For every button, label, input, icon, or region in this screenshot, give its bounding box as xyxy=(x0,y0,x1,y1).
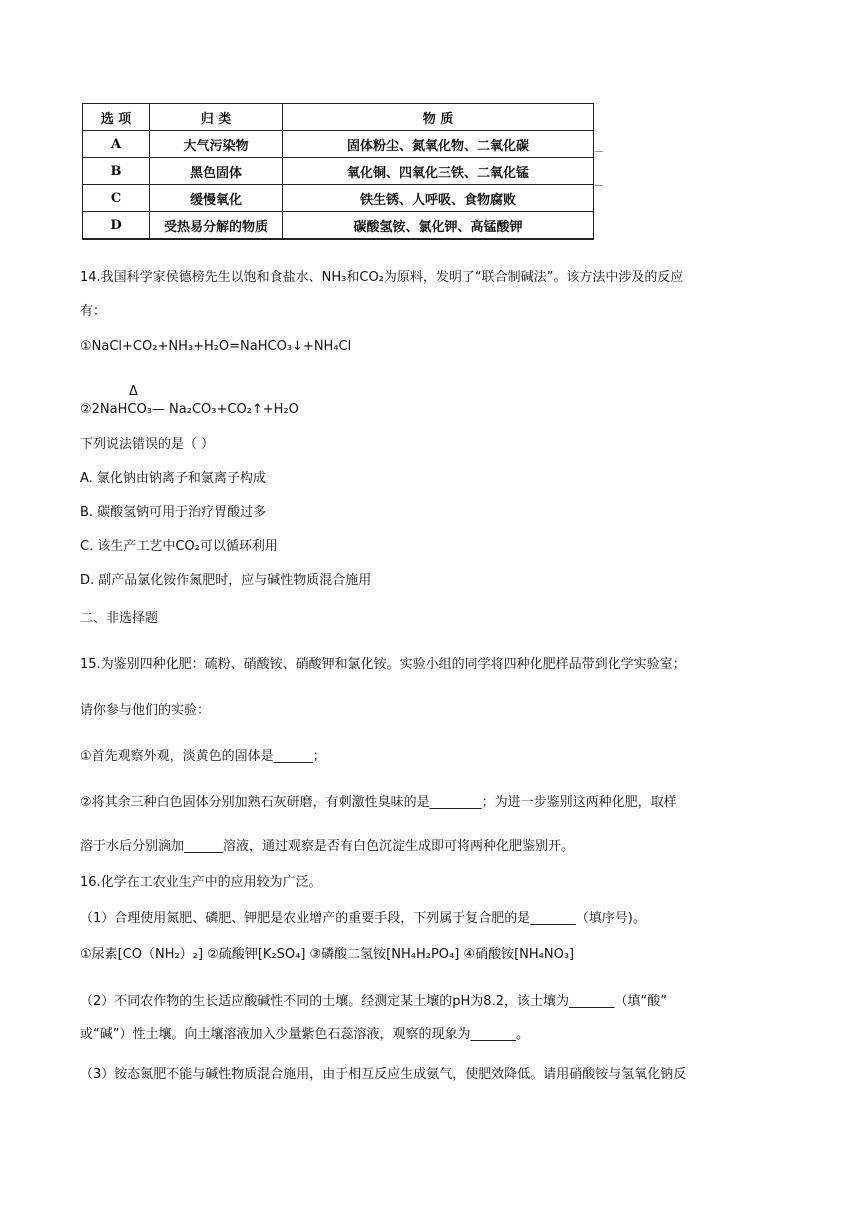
table-cell: 氧化铜、四氧化三铁、二氧化锰 xyxy=(283,158,594,185)
margin-tick xyxy=(595,151,603,152)
classification-table xyxy=(82,103,594,240)
q14-option-a: A. 氯化钠由钠离子和氯离子构成 xyxy=(80,471,266,486)
q15-line-5: 溶于水后分别滴加______溶液，通过观察是否有白色沉淀生成即可将两种化肥鉴别开。 xyxy=(80,839,575,854)
q14-reaction-2: ②2NaHCO₃— Na₂CO₃+CO₂↑+H₂O xyxy=(80,402,299,417)
table-header-option: 选 项 xyxy=(83,104,150,131)
table-cell: 铁生锈、人呼吸、食物腐败 xyxy=(283,185,594,212)
table-cell: 大气污染物 xyxy=(150,131,283,158)
heat-delta-symbol: Δ xyxy=(129,384,138,399)
table-cell: 受热易分解的物质 xyxy=(150,212,283,240)
q14-line-1: 14.我国科学家侯德榜先生以饱和食盐水、NH₃和CO₂为原料，发明了“联合制碱法”。该方法中涉及的反应 xyxy=(80,270,684,285)
table-cell: 黑色固体 xyxy=(150,158,283,185)
table-cell: D xyxy=(83,212,150,240)
table-cell: B xyxy=(83,158,150,185)
q14-line-2: 有： xyxy=(80,304,107,319)
q14-option-b: B. 碳酸氢钠可用于治疗胃酸过多 xyxy=(80,505,267,520)
table-row xyxy=(83,185,594,212)
q15-line-1: 15.为鉴别四种化肥：硫粉、硝酸铵、硝酸钾和氯化铵。实验小组的同学将四种化肥样品带到化学实验室； xyxy=(80,657,686,672)
table-cell: 固体粉尘、氮氧化物、二氧化碳 xyxy=(283,131,594,158)
q15-line-3: ①首先观察外观，淡黄色的固体是______； xyxy=(80,749,326,764)
q14-stem: 下列说法错误的是（ ） xyxy=(80,437,215,452)
table-header-row xyxy=(83,104,594,131)
q14-option-d: D. 副产品氯化铵作氮肥时，应与碱性物质混合施用 xyxy=(80,573,372,588)
q16-line-1: 16.化学在工农业生产中的应用较为广泛。 xyxy=(80,875,322,890)
table-row xyxy=(83,131,594,158)
q16-line-5: 或“碱”）性土壤。向土壤溶液加入少量紫色石蕊溶液，观察的现象为_______。 xyxy=(80,1027,529,1042)
table-cell: 缓慢氧化 xyxy=(150,185,283,212)
q16-line-2: （1）合理使用氮肥、磷肥、钾肥是农业增产的重要手段，下列属于复合肥的是_______（填序号)。 xyxy=(80,911,646,926)
q15-line-2: 请你参与他们的实验： xyxy=(80,703,211,718)
q16-line-6: （3）铵态氮肥不能与碱性物质混合施用，由于相互反应生成氨气，使肥效降低。请用硝酸铵与氢氧化钠反 xyxy=(80,1067,687,1082)
table-row xyxy=(83,212,594,240)
q16-line-4: （2）不同农作物的生长适应酸碱性不同的土壤。经测定某土壤的pH为8.2，该土壤为_______（填“酸” xyxy=(80,994,667,1009)
section-heading: 二、非选择题 xyxy=(80,611,159,626)
table-cell: C xyxy=(83,185,150,212)
table-cell: A xyxy=(83,131,150,158)
table-header-substance: 物 质 xyxy=(283,104,594,131)
q16-line-3: ①尿素[CO（NH₂）₂] ②硫酸钾[K₂SO₄] ③磷酸二氢铵[NH₄H₂PO₄] ④硝酸铵[NH₄NO₃] xyxy=(80,947,575,962)
table-header-category: 归 类 xyxy=(150,104,283,131)
table-cell: 碳酸氢铵、氯化钾、高锰酸钾 xyxy=(283,212,594,240)
table-row xyxy=(83,158,594,185)
q14-option-c: C. 该生产工艺中CO₂可以循环利用 xyxy=(80,539,278,554)
q14-reaction-1: ①NaCl+CO₂+NH₃+H₂O=NaHCO₃↓+NH₄Cl xyxy=(80,339,352,354)
q15-line-4: ②将其余三种白色固体分别加熟石灰研磨，有刺激性臭味的是________；为进一步鉴别这两种化肥，取样 xyxy=(80,795,677,810)
margin-tick xyxy=(595,185,603,186)
